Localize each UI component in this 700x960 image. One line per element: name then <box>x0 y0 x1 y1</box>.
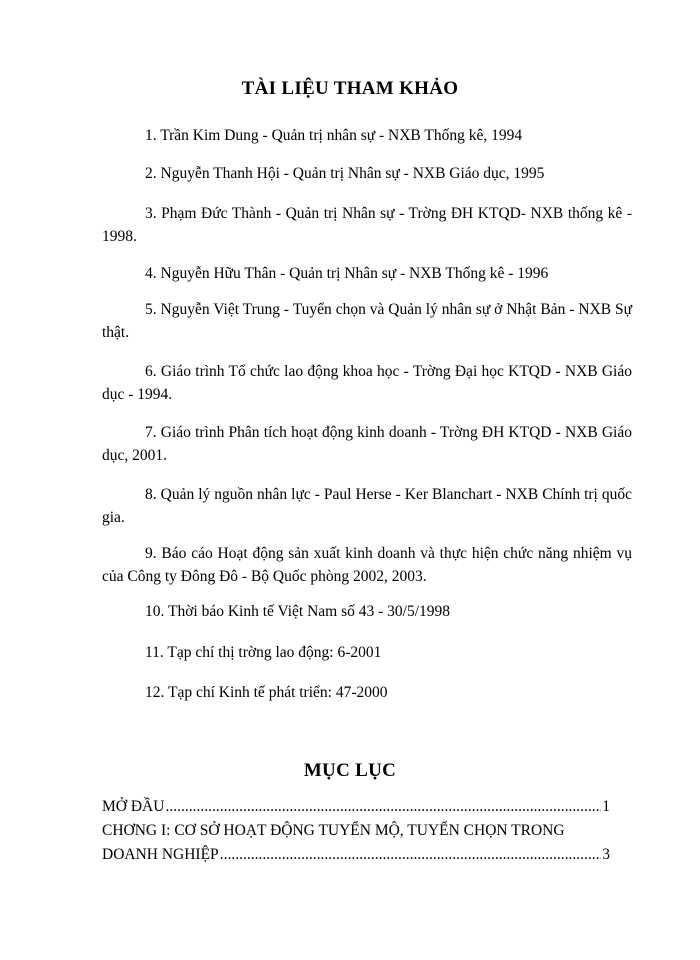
toc-entry-label: MỞ ĐẦU <box>102 798 165 815</box>
reference-item-7: 7. Giáo trình Phân tích hoạt động kinh doanh - Trờng ĐH KTQD - NXB Giáo dục, 2001. <box>102 424 632 464</box>
reference-item-1: 1. Trần Kim Dung - Quản trị nhân sự - NXB Thống kê, 1994 <box>145 127 523 144</box>
reference-item-9: 9. Báo cáo Hoạt động sản xuất kinh doanh và thực hiện chức năng nhiệm vụ của Công ty Đông Đô - Bộ Quốc phòng 2002, 2003. <box>102 545 632 585</box>
toc-entry-label: DOANH NGHIỆP <box>102 846 219 863</box>
table-of-contents <box>102 795 610 867</box>
reference-item-11: 11. Tạp chí thị trờng lao động: 6-2001 <box>145 644 382 661</box>
toc-entry-label: CHƠNG I: CƠ SỞ HOẠT ĐỘNG TUYỂN MỘ, TUYỂN CHỌN TRONG <box>102 822 565 839</box>
reference-item-8: 8. Quản lý nguồn nhân lực - Paul Herse - Ker Blanchart - NXB Chính trị quốc gia. <box>102 486 632 526</box>
references-heading: TÀI LIỆU THAM KHẢO <box>241 78 459 99</box>
toc-entry-page: 1 <box>602 798 610 815</box>
toc-entry-page: 3 <box>602 846 610 863</box>
toc-leader-dots <box>220 843 602 867</box>
reference-item-3: 3. Phạm Đức Thành - Quản trị Nhân sự - Trờng ĐH KTQD- NXB thống kê - 1998. <box>102 205 632 245</box>
reference-item-4: 4. Nguyễn Hữu Thân - Quản trị Nhân sự - NXB Thống kê - 1996 <box>145 265 549 282</box>
toc-leader-dots <box>165 795 601 819</box>
toc-entry-chapter-1-cont[interactable] <box>102 843 610 867</box>
toc-entry-chapter-1[interactable] <box>102 819 610 843</box>
reference-item-12: 12. Tạp chí Kinh tế phát triển: 47-2000 <box>145 684 388 701</box>
toc-heading: MỤC LỤC <box>303 760 397 781</box>
reference-item-2: 2. Nguyễn Thanh Hội - Quản trị Nhân sự - NXB Giáo dục, 1995 <box>145 165 545 182</box>
reference-item-6: 6. Giáo trình Tổ chức lao động khoa học - Trờng Đại học KTQD - NXB Giáo dục - 1994. <box>102 363 632 403</box>
reference-item-5: 5. Nguyễn Việt Trung - Tuyển chọn và Quản lý nhân sự ở Nhật Bản - NXB Sự thật. <box>102 301 632 341</box>
reference-item-10: 10. Thời báo Kinh tế Việt Nam số 43 - 30/5/1998 <box>145 603 451 620</box>
toc-entry-mo-dau[interactable] <box>102 795 610 819</box>
